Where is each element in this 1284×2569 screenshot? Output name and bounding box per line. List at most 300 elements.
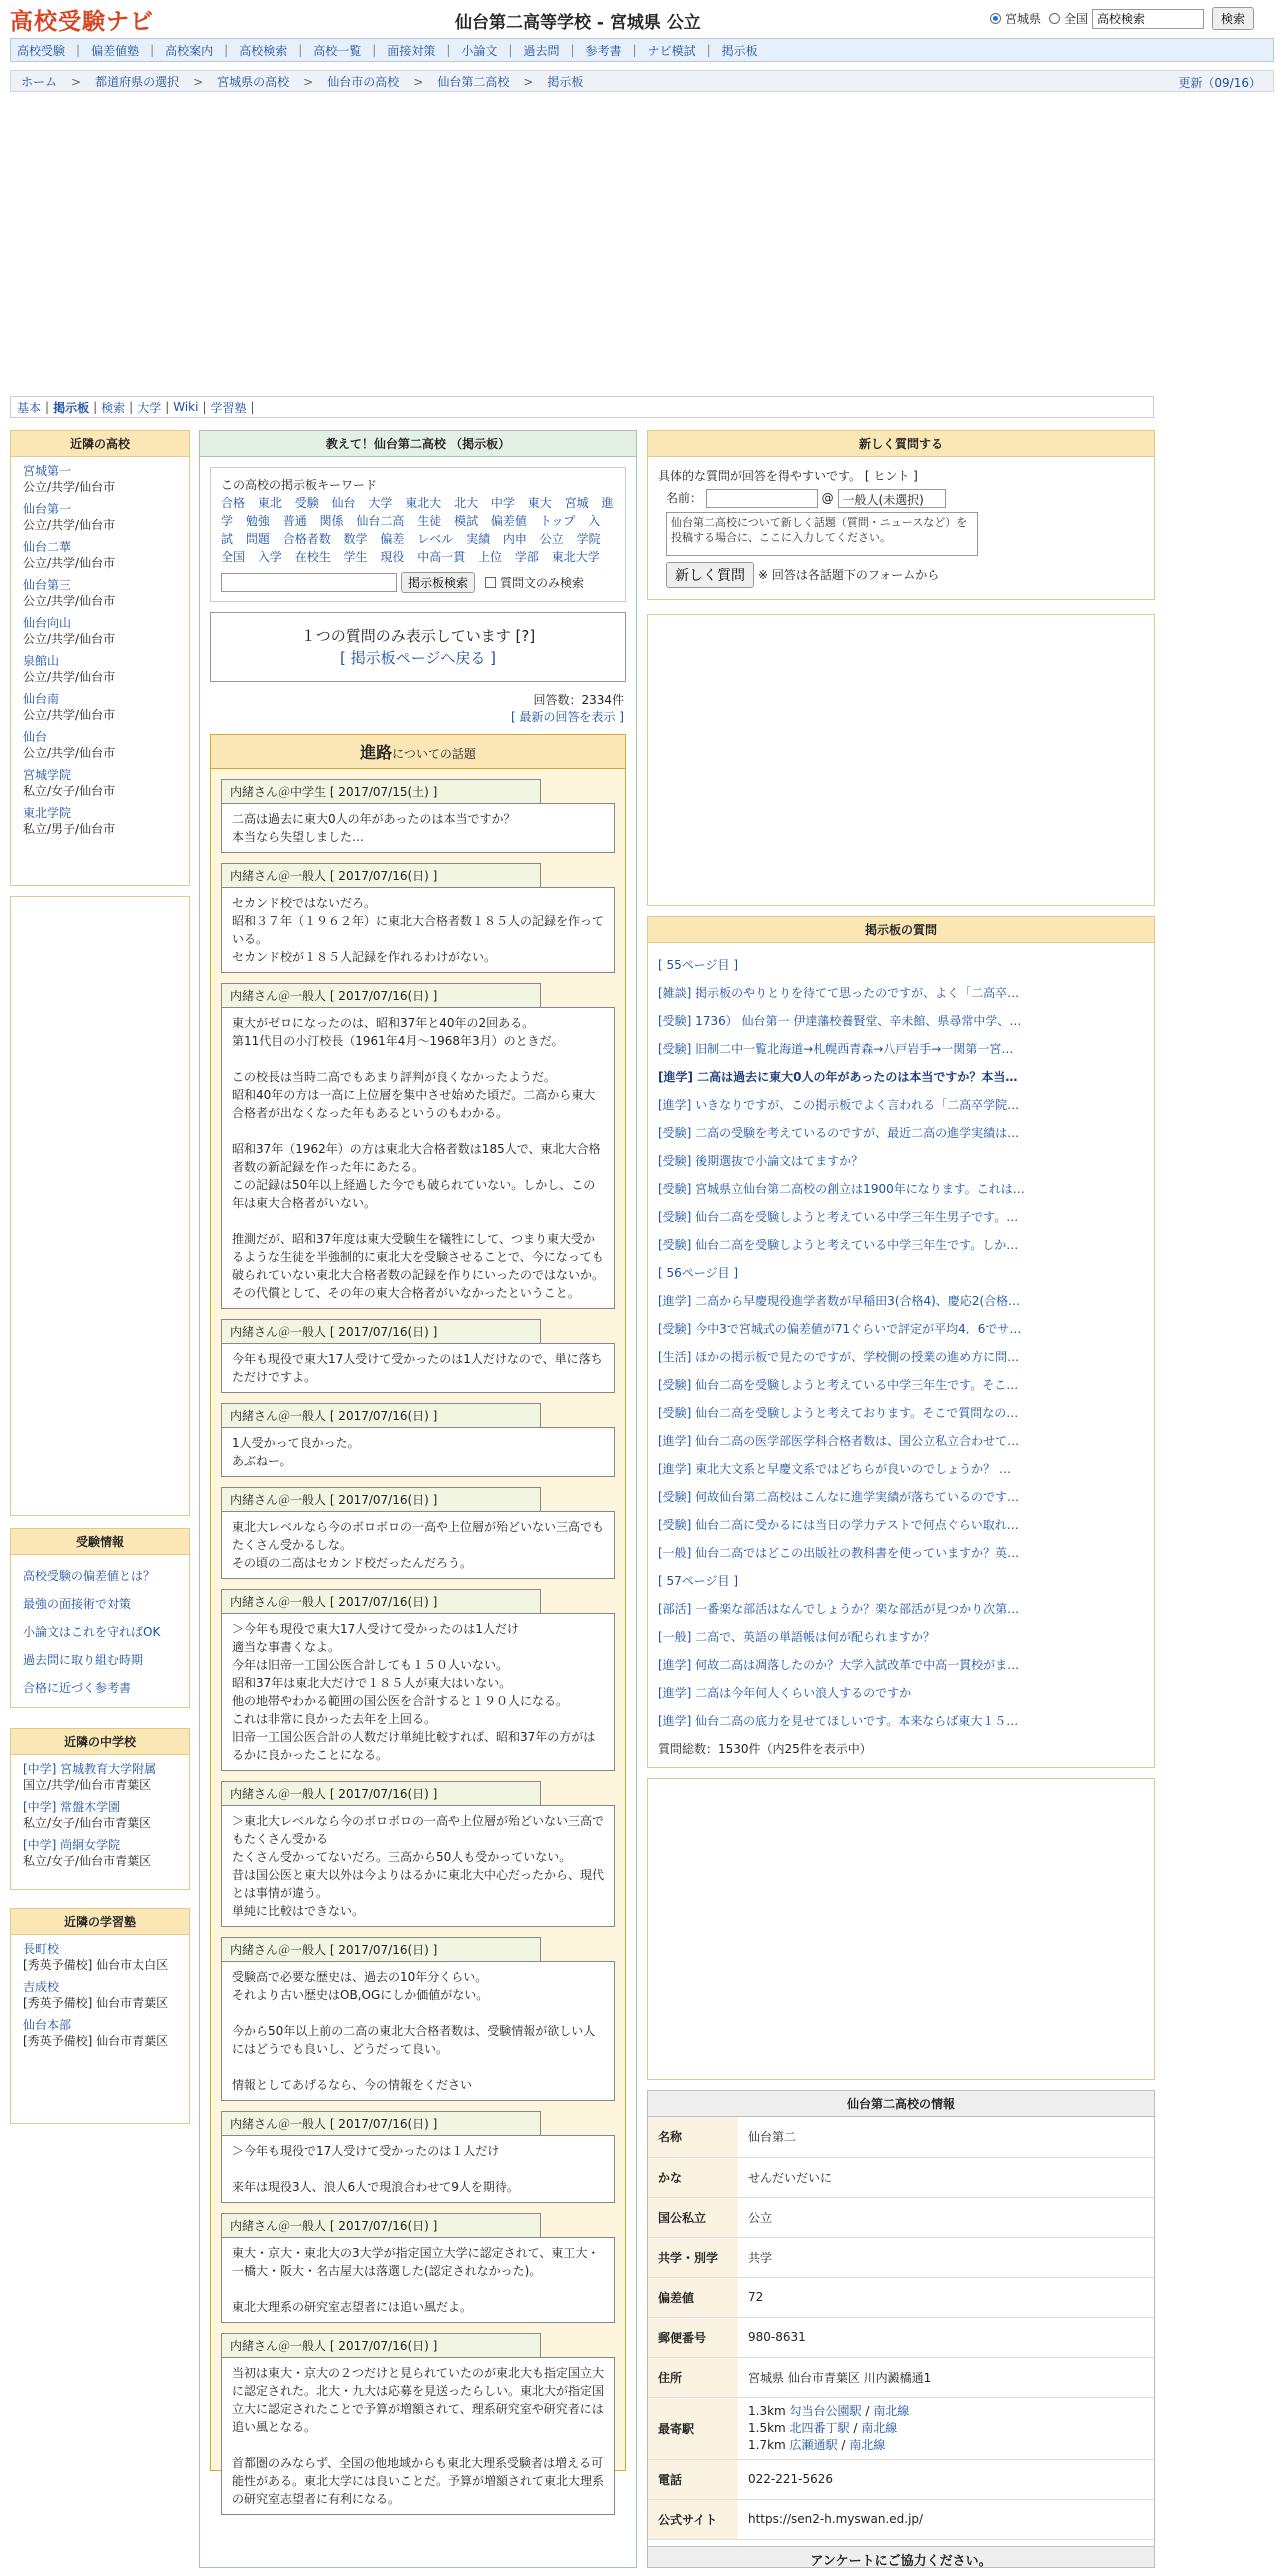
question-link[interactable]: [受験] 仙台二高を受験しようと考えております。そこで質問なの…: [658, 1406, 1019, 1420]
nav-separator: |: [570, 43, 575, 57]
sub-nav-item[interactable]: Wiki: [173, 400, 199, 414]
nav-item[interactable]: 掲示板: [721, 43, 758, 58]
question-link[interactable]: [進学] 仙台二高の底力を見せてほしいです。本来ならば東大１５…: [658, 1714, 1019, 1728]
side-item: [23, 1761, 177, 1793]
nav-item[interactable]: 面接対策: [387, 43, 436, 58]
nearby-juku-box: [10, 1908, 190, 2124]
keyword-link[interactable]: レベル: [417, 532, 454, 546]
keyword-link[interactable]: 北大: [454, 496, 479, 510]
right-ad-2: [647, 1778, 1155, 2080]
submit-row: [666, 562, 1144, 588]
answer-count: 回答数：2334件: [533, 693, 624, 707]
line-link[interactable]: 南北線: [873, 2403, 910, 2418]
question-link[interactable]: [進学] 何故二高は凋落したのか？大学入試改革で中高一貫校がま…: [658, 1658, 1020, 1672]
nearby-juku-list: [11, 1935, 189, 2061]
keyword-link[interactable]: 東北: [257, 496, 282, 510]
question-link[interactable]: [受験] 何故仙台第二高校はこんなに進学実績が落ちているのです…: [658, 1490, 1020, 1504]
thread-topic-rest: についての話題: [392, 747, 476, 761]
side-item: [23, 539, 177, 571]
side-item-sub: [秀英予備校] 仙台市青葉区: [23, 2034, 169, 2048]
keyword-link[interactable]: 実績: [466, 532, 491, 546]
question-link[interactable]: [一般] 仙台二高ではどこの出版社の教科書を使っていますか？英…: [658, 1546, 1020, 1560]
side-item-link[interactable]: 宮城学院: [23, 768, 72, 782]
side-item-link[interactable]: 仙台第三: [23, 578, 72, 592]
side-item-sub: 公立/共学/仙台市: [23, 518, 116, 532]
info-value: 022-221-5626: [738, 2459, 1154, 2499]
breadcrumb-item[interactable]: 宮城県の高校: [217, 74, 290, 89]
question-list-box: [647, 916, 1155, 1768]
sub-nav-separator: |: [250, 400, 255, 414]
exam-info-box: [10, 1528, 190, 1708]
question-link[interactable]: [進学] 二高から早慶現役進学者数が早稲田3(合格4)、慶応2(合格…: [658, 1294, 1021, 1308]
keyword-link[interactable]: 東北大: [405, 496, 442, 510]
side-item-sub: 国立/共学/仙台市青葉区: [23, 1778, 152, 1792]
side-item: [23, 615, 177, 647]
thread: [210, 734, 626, 2506]
question-link[interactable]: [受験] 後期選抜で小論文はてますか？: [658, 1154, 864, 1168]
side-item: [23, 1979, 177, 2011]
keyword-link[interactable]: 東北大学: [551, 550, 600, 564]
side-item-link[interactable]: 吉成校: [23, 1980, 60, 1994]
keyword-link[interactable]: 中学: [490, 496, 515, 510]
question-link[interactable]: [受験] 仙台二高を受験しようと考えている中学三年生です。しか…: [658, 1238, 1019, 1252]
name-label: 名前：: [666, 491, 703, 505]
question-link[interactable]: [受験] 宮城県立仙台第二高校の創立は1900年になります。これは…: [658, 1182, 1025, 1196]
side-item-sub: 公立/共学/仙台市: [23, 708, 116, 722]
station-link[interactable]: 広瀬通駅: [789, 2437, 838, 2452]
new-question-desc: 具体的な質問が回答を得やすいです。 [ ヒント ]: [658, 469, 918, 483]
question-link[interactable]: [受験] 仙台二高に受かるには当日の学力テストで何点ぐらい取れ…: [658, 1518, 1019, 1532]
side-item-sub: 私立/女子/仙台市青葉区: [23, 1854, 152, 1868]
nav-item[interactable]: 参考書: [585, 43, 622, 58]
question-link[interactable]: [進学] 仙台二高の医学部医学科合格者数は、国公立私立合わせて…: [658, 1434, 1020, 1448]
info-row: [648, 2317, 1154, 2357]
keyword-link[interactable]: 全国: [221, 550, 246, 564]
breadcrumb-separator: >: [71, 74, 82, 89]
side-item-sub: 公立/共学/仙台市: [23, 480, 116, 494]
side-item-sub: 私立/女子/仙台市青葉区: [23, 1816, 152, 1830]
radio-prefecture[interactable]: [990, 13, 1001, 24]
school-info-table: [648, 2117, 1154, 2540]
sub-nav-item[interactable]: 大学: [137, 400, 162, 415]
post-body: セカンド校ではないだろ。 昭和３７年（１９６２年）に東北大合格者数１８５人の記録を作っている。 セカンド校が１８５人記録を作れるわけがない。: [221, 887, 615, 973]
post-header: 内緒さん＠一般人 [ 2017/07/16(日) ]: [221, 2333, 541, 2357]
post-body: 受験高で必要な歴史は、過去の10年分くらい。 それより古い歴史はOB,OGにしか価値がない。 今から50年以上前の二高の東北大合格者数は、受験情報が欲しい人にはどうでも良いし、どうだって良い。 情報としてあげるなら、今の情報をください: [221, 1961, 615, 2101]
post: [221, 983, 615, 1309]
question-link[interactable]: [進学] 二高は過去に東大0人の年があったのは本当ですか？本当…: [658, 1070, 1018, 1084]
keyword-link[interactable]: 大学: [368, 496, 393, 510]
breadcrumb: [10, 70, 1274, 92]
question-link[interactable]: [受験] 仙台二高を受験しようと考えている中学三年生男子です。…: [658, 1210, 1019, 1224]
nearby-schools-box: [10, 430, 190, 886]
info-key: 公式サイト: [648, 2499, 738, 2539]
nav-separator: |: [150, 43, 155, 57]
keyword-link[interactable]: 偏差: [380, 532, 405, 546]
info-value: [738, 2397, 1154, 2459]
question-link[interactable]: [進学] 二高は今年何人くらい浪人するのですか: [658, 1686, 912, 1700]
station-distance: 1.3km: [748, 2403, 790, 2418]
sub-nav-separator: |: [202, 400, 207, 414]
question-link[interactable]: [進学] いきなりですが、この掲示板でよく言われる「二高卒学院…: [658, 1098, 1020, 1112]
nav-item[interactable]: 高校一覧: [313, 43, 362, 58]
side-item-link[interactable]: 仙台本部: [23, 2018, 72, 2032]
exam-info-link[interactable]: 合格に近づく参考書: [23, 1681, 132, 1695]
sub-nav-item[interactable]: 基本: [17, 400, 42, 415]
nav-item[interactable]: 高校検索: [239, 43, 288, 58]
info-value: 公立: [738, 2197, 1154, 2237]
role-select[interactable]: 一般人(未選択): [838, 489, 946, 508]
side-item-link[interactable]: 仙台二華: [23, 540, 72, 554]
breadcrumb-separator: >: [193, 74, 204, 89]
question-link[interactable]: [受験] 今中3で宮城式の偏差値が71ぐらいで評定が平均4．6でサ…: [658, 1322, 1022, 1336]
side-item-sub: 私立/男子/仙台市: [23, 822, 116, 836]
breadcrumb-items: [21, 73, 583, 90]
question-link[interactable]: [ 56ページ目 ]: [658, 1266, 739, 1280]
keyword-link[interactable]: 東大: [527, 496, 552, 510]
new-question-button[interactable]: 新しく質問: [666, 562, 754, 588]
nav-separator: |: [298, 43, 303, 57]
post-body: 二高は過去に東大0人の年があったのは本当ですか？ 本当なら失望しました…: [221, 803, 615, 853]
keyword-link[interactable]: 学院: [576, 532, 601, 546]
sub-nav-item[interactable]: 学習塾: [210, 400, 247, 415]
breadcrumb-item[interactable]: 掲示板: [547, 74, 584, 89]
question-link[interactable]: [受験] 1736） 仙台第一 伊達藩校養賢堂、辛未館、県尋常中学、…: [658, 1014, 1022, 1028]
survey-title: アンケートにご協力ください。: [647, 2546, 1155, 2568]
keyword-link[interactable]: 合格者数: [282, 532, 331, 546]
keyword-label: この高校の掲示板キーワード: [221, 478, 378, 492]
question-link[interactable]: [雑談] 掲示板のやりとりを待てて思ったのですが、よく「二高卒…: [658, 986, 1020, 1000]
station-line: [748, 2403, 1144, 2420]
search-area: [990, 7, 1254, 30]
post-list: [211, 779, 625, 2515]
station-line: [748, 2420, 1144, 2437]
board-search-input[interactable]: [221, 573, 397, 592]
info-key: 偏差値: [648, 2277, 738, 2317]
breadcrumb-separator: >: [303, 74, 314, 89]
info-value: 仙台第二: [738, 2117, 1154, 2157]
side-item-link[interactable]: [中学] 尚絅女学院: [23, 1838, 121, 1852]
side-item-sub: 公立/共学/仙台市: [23, 746, 116, 760]
side-item: [23, 805, 177, 837]
side-item: [23, 2017, 177, 2049]
side-item-link[interactable]: 長町校: [23, 1942, 60, 1956]
side-item-link[interactable]: [中学] 常盤木学園: [23, 1800, 121, 1814]
keyword-link[interactable]: トップ: [539, 514, 576, 528]
sub-nav-separator: |: [93, 400, 98, 414]
side-item-sub: 公立/共学/仙台市: [23, 670, 116, 684]
station-distance: 1.5km: [748, 2420, 790, 2435]
post: [221, 779, 615, 853]
keyword-link[interactable]: 宮城: [564, 496, 589, 510]
info-key: 共学・別学: [648, 2237, 738, 2277]
sub-nav-separator: |: [129, 400, 134, 414]
info-key: 最寄駅: [648, 2397, 738, 2459]
board-panel: [199, 430, 637, 2568]
post: [221, 2213, 615, 2323]
nav-item[interactable]: 偏差値塾: [91, 43, 140, 58]
question-link[interactable]: [部活] 一番楽な部活はなんでしょうか？楽な部活が見つかり次第…: [658, 1602, 1020, 1616]
station-sep: /: [861, 2403, 874, 2418]
side-item-link[interactable]: 仙台第一: [23, 502, 72, 516]
info-value: 共学: [738, 2237, 1154, 2277]
side-item: [23, 1941, 177, 1973]
question-list-title: 掲示板の質問: [648, 917, 1154, 943]
keyword-link[interactable]: 模試: [454, 514, 479, 528]
post-header: 内緒さん＠一般人 [ 2017/07/16(日) ]: [221, 1319, 541, 1343]
question-link[interactable]: [ 55ページ目 ]: [658, 958, 739, 972]
side-item: [23, 1799, 177, 1831]
post-body: ＞今年も現役で東大17人受けて受かったのは1人だけ 適当な事書くなよ。 今年は旧帝一工国公医合計しても１５０人いない。 昭和37年は東北大だけで１８５人が東大はいない。 他の地帯やわかる範囲の国公医を合計すると１９０人になる。 これは非常に良かった去年を上回る。 旧帝一工国公医合計の人数だけ単純比較すれば、昭和37年の方がはるかに良かったことになる。: [221, 1613, 615, 1771]
keyword-link[interactable]: 関係: [319, 514, 344, 528]
side-item-link[interactable]: 泉館山: [23, 654, 60, 668]
new-question-form: [648, 457, 1154, 598]
post-body: 東大がゼロになったのは、昭和37年と40年の2回ある。 第11代目の小汀校長（1961年4月～1968年3月）のときだ。 この校長は当時二高でもあまり評判が良くなかったようだ。 昭和40年の方は一高に上位層を集中させ始めた頃だ。二高から東大合格者が出なくなった年もあるというのもわかる。 昭和37年（1962年）の方は東北大合格者数は185人で、東北大合格者数の新記録を作った年にあたる。 この記録は50年以上経過した今でも破られていない。しかし、この年は東大合格者がいない。 推測だが、昭和37年度は東大受験生を犠牲にして、つまり東大受かるような生徒を半強制的に東北大を受験させることで、今になっても破られていない東北大合格者数の記録を作りにいったのではないか。 その代償として、その年の東大合格者がいなかったということ。: [221, 1007, 615, 1309]
nav-separator: |: [372, 43, 377, 57]
keyword-link[interactable]: 仙台: [331, 496, 356, 510]
school-info-box: [647, 2090, 1155, 2550]
sub-nav-separator: |: [165, 400, 170, 414]
nearby-schools-title: 近隣の高校: [11, 431, 189, 457]
info-row: [648, 2157, 1154, 2197]
side-item: [23, 653, 177, 685]
info-value: https://sen2-h.myswan.ed.jp/: [738, 2499, 1154, 2539]
page-title: 仙台第二高等学校 - 宮城県 公立: [455, 13, 701, 33]
school-info-title: 仙台第二高校の情報: [648, 2091, 1154, 2117]
post: [221, 863, 615, 973]
breadcrumb-item[interactable]: 仙台市の高校: [327, 74, 400, 89]
nav-item[interactable]: 高校案内: [165, 43, 214, 58]
station-link[interactable]: 北四番丁駅: [789, 2420, 850, 2435]
sub-nav-separator: |: [45, 400, 50, 414]
side-item-sub: 公立/共学/仙台市: [23, 632, 116, 646]
nav-separator: |: [224, 43, 229, 57]
post-body: ＞東北大レベルなら今のボロボロの一高や上位層が殆どいない三高でもたくさん受かる たくさん受かってないだろ。三高から50人も受かっていない。 昔は国公医と東大以外は今よりはるかに東北大中心だったから、現代とは事情が違う。 単純に比較はできない。: [221, 1805, 615, 1927]
post-header: 内緒さん＠一般人 [ 2017/07/16(日) ]: [221, 983, 541, 1007]
nav-item[interactable]: 高校受験: [17, 43, 66, 58]
answer-count-area: [200, 682, 636, 726]
post-header: 内緒さん＠一般人 [ 2017/07/16(日) ]: [221, 2213, 541, 2237]
keyword-link[interactable]: 学部: [514, 550, 539, 564]
keyword-link[interactable]: 上位: [478, 550, 503, 564]
info-value: 980-8631: [738, 2317, 1154, 2357]
question-list: [648, 943, 1154, 1771]
post-header: 内緒さん＠中学生 [ 2017/07/15(土) ]: [221, 779, 541, 803]
exam-info-title: 受験情報: [11, 1529, 189, 1555]
nav-separator: |: [706, 43, 711, 57]
post-body: ＞今年も現役で17人受けて受かったのは１人だけ 来年は現役3人、浪人6人で現浪合わせて9人を期待。: [221, 2135, 615, 2203]
nav-item[interactable]: 小論文: [461, 43, 498, 58]
latest-answer-link[interactable]: [ 最新の回答を表示 ]: [511, 710, 624, 724]
info-value: 72: [738, 2277, 1154, 2317]
question-link[interactable]: [生活] ほかの掲示板で見たのですが、学校側の授業の進め方に問…: [658, 1350, 1020, 1364]
name-input[interactable]: [706, 489, 818, 508]
exam-info-link[interactable]: 過去問に取り組む時期: [23, 1653, 144, 1667]
site-logo[interactable]: 高校受験ナビ: [10, 9, 154, 35]
station-sep: /: [849, 2420, 862, 2435]
post: [221, 1937, 615, 2101]
side-item-link[interactable]: 仙台南: [23, 692, 60, 706]
info-value: せんだいだいに: [738, 2157, 1154, 2197]
nearby-juku-title: 近隣の学習塾: [11, 1909, 189, 1935]
info-key: 住所: [648, 2357, 738, 2397]
line-link[interactable]: 南北線: [861, 2420, 898, 2435]
side-item-sub: 公立/共学/仙台市: [23, 556, 116, 570]
breadcrumb-item[interactable]: 仙台第二高校: [437, 74, 510, 89]
nearby-jhs-box: [10, 1728, 190, 1890]
name-row: [658, 489, 1144, 508]
info-row: [648, 2459, 1154, 2499]
nav-separator: |: [508, 43, 513, 57]
new-question-title: 新しく質問する: [648, 431, 1154, 457]
at-sign: @: [821, 491, 834, 505]
question-only-checkbox[interactable]: [485, 577, 496, 588]
side-ad: [10, 896, 190, 1516]
nav-item[interactable]: 過去問: [523, 43, 560, 58]
question-link[interactable]: [受験] 二高の受験を考えているのですが、最近二高の進学実績は…: [658, 1126, 1020, 1140]
nav-separator: |: [76, 43, 81, 57]
keyword-link[interactable]: 中高一貫: [417, 550, 466, 564]
keyword-link[interactable]: 進学: [221, 496, 614, 528]
keyword-link[interactable]: 勉強: [245, 514, 270, 528]
side-item: [23, 501, 177, 533]
nearby-jhs-title: 近隣の中学校: [11, 1729, 189, 1755]
info-key: 郵便番号: [648, 2317, 738, 2357]
post-body: 東大・京大・東北大の3大学が指定国立大学に認定されて、東工大・一橋大・阪大・名古屋大は落選した(認定されなかった)。 東北大理系の研究室志望者には追い風だよ。: [221, 2237, 615, 2323]
keyword-link[interactable]: 偏差値: [490, 514, 527, 528]
post: [221, 1403, 615, 1477]
info-row: [648, 2397, 1154, 2459]
keyword-link[interactable]: 普通: [282, 514, 307, 528]
info-key: 国公私立: [648, 2197, 738, 2237]
post-header: 内緒さん＠一般人 [ 2017/07/16(日) ]: [221, 2111, 541, 2135]
side-item-link[interactable]: 東北学院: [23, 806, 72, 820]
side-item: [23, 767, 177, 799]
post: [221, 1589, 615, 1771]
keyword-link[interactable]: 在校生: [294, 550, 331, 564]
keyword-link[interactable]: 入試: [221, 514, 601, 546]
keyword-link[interactable]: 生徒: [417, 514, 442, 528]
side-item: [23, 463, 177, 495]
keyword-link[interactable]: 数学: [343, 532, 368, 546]
info-row: [648, 2237, 1154, 2277]
info-key: かな: [648, 2157, 738, 2197]
question-only-label: 質問文のみ検索: [500, 575, 585, 590]
station-sep: /: [837, 2437, 850, 2452]
keyword-link[interactable]: 現役: [380, 550, 405, 564]
new-question-box: [647, 430, 1155, 600]
info-row: [648, 2357, 1154, 2397]
sub-nav-item[interactable]: 検索: [101, 400, 126, 415]
post-header: 内緒さん＠一般人 [ 2017/07/16(日) ]: [221, 1781, 541, 1805]
keyword-link[interactable]: 問題: [245, 532, 270, 546]
thread-topic-bold: 進路: [360, 743, 393, 762]
side-item-link[interactable]: 仙台向山: [23, 616, 72, 630]
single-question-notice: [210, 612, 626, 682]
info-row: [648, 2499, 1154, 2539]
board-search-row: [221, 572, 615, 593]
info-key: 名称: [648, 2117, 738, 2157]
nav-separator: |: [446, 43, 451, 57]
updated-link[interactable]: 更新（09/16）: [1178, 76, 1261, 90]
keyword-link[interactable]: 受験: [294, 496, 319, 510]
breadcrumb-item[interactable]: ホーム: [21, 74, 58, 89]
question-link[interactable]: [ 57ページ目 ]: [658, 1574, 739, 1588]
search-input[interactable]: [1092, 9, 1204, 29]
side-item: [23, 1837, 177, 1869]
exam-info-link[interactable]: 最強の面接術で対策: [23, 1597, 132, 1611]
post: [221, 2333, 615, 2515]
keyword-list: [221, 494, 615, 566]
post-header: 内緒さん＠一般人 [ 2017/07/16(日) ]: [221, 1937, 541, 1961]
side-item-sub: 私立/女子/仙台市: [23, 784, 116, 798]
post: [221, 2111, 615, 2203]
board-search-button[interactable]: 掲示板検索: [401, 572, 475, 593]
back-to-board-link[interactable]: [ 掲示板ページへ戻る ]: [340, 649, 496, 667]
info-value: 宮城県 仙台市青葉区 川内澱橋通1: [738, 2357, 1154, 2397]
question-link[interactable]: [進学] 東北大文系と早慶文系ではどちらが良いのでしょうか？ …: [658, 1462, 1011, 1476]
nav-item[interactable]: ナビ模試: [647, 43, 696, 58]
side-item-link[interactable]: 宮城第一: [23, 464, 72, 478]
post: [221, 1487, 615, 1579]
keyword-box: [210, 467, 626, 602]
info-row: [648, 2197, 1154, 2237]
breadcrumb-separator: >: [523, 74, 534, 89]
exam-info-link[interactable]: 小論文はこれを守ればOK: [23, 1625, 161, 1639]
sub-nav: [10, 396, 1154, 418]
line-link[interactable]: 南北線: [849, 2437, 886, 2452]
keyword-link[interactable]: 公立: [539, 532, 564, 546]
breadcrumb-item[interactable]: 都道府県の選択: [95, 74, 180, 89]
post-header: 内緒さん＠一般人 [ 2017/07/16(日) ]: [221, 1589, 541, 1613]
question-link[interactable]: [受験] 仙台二高を受験しようと考えている中学三年生です。そこ…: [658, 1378, 1019, 1392]
side-item-sub: [秀英予備校] 仙台市太白区: [23, 1958, 169, 1972]
header: [0, 0, 1284, 38]
question-items: [658, 951, 1144, 1735]
station-line: [748, 2437, 1144, 2454]
question-textarea[interactable]: 仙台第二高校について新しく話題（質問・ニュースなど）を投稿する場合に、ここに入力してください。: [666, 512, 978, 556]
side-item-link[interactable]: 仙台: [23, 730, 48, 744]
nearby-jhs-list: [11, 1755, 189, 1881]
side-item-link[interactable]: [中学] 宮城教育大学附属: [23, 1762, 157, 1776]
search-button[interactable]: 検索: [1212, 7, 1254, 30]
keyword-link[interactable]: 入学: [257, 550, 282, 564]
keyword-link[interactable]: 合格: [221, 496, 246, 510]
keyword-link[interactable]: 学生: [343, 550, 368, 564]
station-link[interactable]: 勾当台公園駅: [789, 2403, 862, 2418]
submit-note: ※ 回答は各話題下のフォームから: [758, 568, 940, 582]
exam-info-link[interactable]: 高校受験の偏差値とは？: [23, 1569, 156, 1583]
question-link[interactable]: [一般] 二高で、英語の単語帳は何が配られますか？: [658, 1630, 935, 1644]
post-header: 内緒さん＠一般人 [ 2017/07/16(日) ]: [221, 1487, 541, 1511]
side-item: [23, 691, 177, 723]
post: [221, 1319, 615, 1393]
side-item: [23, 577, 177, 609]
sub-nav-item[interactable]: 掲示板: [53, 400, 90, 415]
nearby-schools-list: [11, 457, 189, 849]
keyword-link[interactable]: 仙台二高: [356, 514, 405, 528]
info-row: [648, 2277, 1154, 2317]
post-body: 1人受かって良かった。 あぶねー。: [221, 1427, 615, 1477]
question-link[interactable]: [受験] 旧制二中一覧北海道→札幌西青森→八戸岩手→一関第一宮…: [658, 1042, 1014, 1056]
question-total: 質問総数：1530件（内25件を表示中）: [658, 1742, 872, 1756]
post: [221, 1781, 615, 1927]
side-item-sub: 公立/共学/仙台市: [23, 594, 116, 608]
post-body: 今年も現役で東大17人受けて受かったのは1人だけなので、単に落ちただけですよ。: [221, 1343, 615, 1393]
keyword-link[interactable]: 内申: [502, 532, 527, 546]
thread-topic: [211, 735, 625, 769]
side-item-sub: [秀英予備校] 仙台市青葉区: [23, 1996, 169, 2010]
radio-national[interactable]: [1049, 13, 1060, 24]
